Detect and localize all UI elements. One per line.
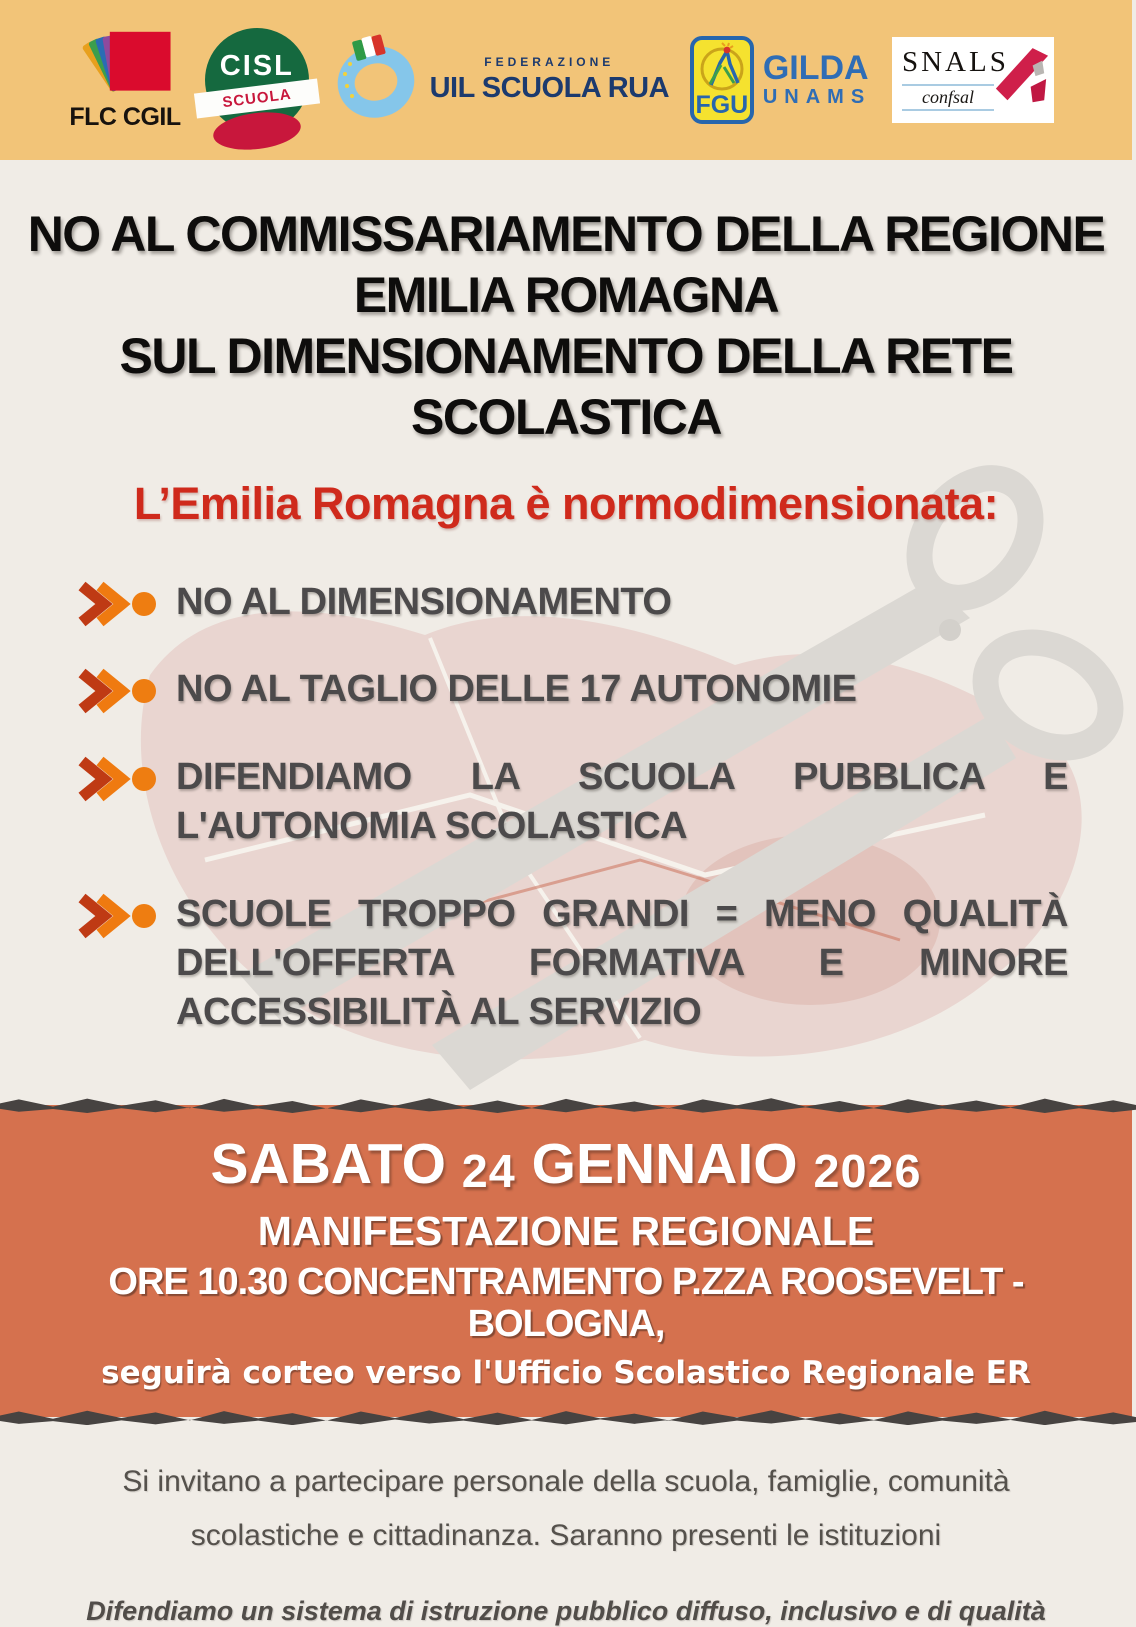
event-date-month: GENNAIO xyxy=(531,1132,798,1196)
event-date-year: 2026 xyxy=(813,1145,922,1197)
bullet-item xyxy=(76,665,1068,714)
main-content xyxy=(0,160,1132,1038)
title-line-1: NO AL COMMISSARIAMENTO DELLA REGIONE xyxy=(27,206,1105,262)
subtitle: L’Emilia Romagna è normodimensionata: xyxy=(133,478,999,529)
flc-cgil-logo xyxy=(66,28,184,132)
bullet-list xyxy=(24,578,1108,1038)
union-logo-banner xyxy=(0,0,1132,160)
flc-cgil-fan-icon xyxy=(66,28,184,102)
gilda-unams-text-block xyxy=(763,51,871,109)
bullet-text: NO AL DIMENSIONAMENTO xyxy=(176,581,672,623)
flc-cgil-label: FLC CGIL xyxy=(69,103,181,131)
bullet-item xyxy=(76,890,1068,1038)
title-line-4: SCOLASTICA xyxy=(411,389,721,445)
event-date-day: 24 xyxy=(461,1145,516,1197)
title-line-3: SUL DIMENSIONAMENTO DELLA RETE xyxy=(119,328,1013,384)
event-date xyxy=(20,1133,1112,1197)
cisl-label: CISL xyxy=(219,50,294,82)
uil-label: UIL SCUOLA RUA xyxy=(429,72,670,104)
title-line-2: EMILIA ROMAGNA xyxy=(353,267,779,323)
bullet-chevron-icon xyxy=(76,669,160,713)
event-march-info: seguirà corteo verso l'Ufficio Scolastico Regionale ER xyxy=(101,1354,1031,1391)
bullet-item xyxy=(76,578,1068,627)
event-banner xyxy=(0,1105,1132,1417)
main-section xyxy=(0,160,1132,1105)
bullet-text: SCUOLE TROPPO GRANDI = MENO QUALITÀ DELL'OFFERTA FORMATIVA E MINORE ACCESSIBILITÀ AL SERVIZIO xyxy=(176,892,1068,1034)
event-type: MANIFESTAZIONE REGIONALE xyxy=(257,1207,875,1254)
bullet-item xyxy=(76,753,1068,852)
gilda-label: GILDA xyxy=(762,49,869,88)
bullet-chevron-icon xyxy=(76,582,160,626)
footer xyxy=(0,1417,1132,1627)
unams-label: UNAMS xyxy=(762,85,872,108)
invite-text: Si invitano a partecipare personale della scuola, famiglie, comunità scolastiche e cittadinanza. Saranno presenti le istituzioni xyxy=(122,1465,1010,1552)
cisl-scuola-logo xyxy=(205,28,309,132)
uil-text-block xyxy=(430,55,670,105)
uil-scuola-rua-logo xyxy=(330,34,670,126)
snals-label: SNALS xyxy=(901,46,1009,78)
event-date-word1: SABATO xyxy=(210,1132,446,1196)
slogan-text: Difendiamo un sistema di istruzione pubblico diffuso, inclusivo e di qualità xyxy=(86,1595,1046,1626)
cisl-scuola-label: SCUOLA xyxy=(221,85,293,112)
event-meeting-info: ORE 10.30 CONCENTRAMENTO P.ZZA ROOSEVELT - BOLOGNA, xyxy=(108,1260,1024,1345)
bullet-text: NO AL TAGLIO DELLE 17 AUTONOMIE xyxy=(176,668,857,711)
fgu-acronym-label: FGU xyxy=(695,91,749,119)
fgu-bird-icon xyxy=(697,43,747,99)
bullet-text: DIFENDIAMO LA SCUOLA PUBBLICA E L'AUTONOMIA SCOLASTICA xyxy=(176,755,1068,848)
fgu-gilda-unams-logo xyxy=(690,36,871,124)
bullet-chevron-icon xyxy=(76,757,160,801)
uil-ring-icon xyxy=(330,34,422,126)
bullet-chevron-icon xyxy=(76,894,160,938)
snals-ribbon-icon xyxy=(992,43,1050,115)
snals-confsal-band xyxy=(902,84,994,111)
snals-confsal-logo xyxy=(892,37,1054,123)
fgu-shield-icon xyxy=(690,36,754,124)
uil-federazione-label: FEDERAZIONE xyxy=(484,55,615,69)
confsal-label: confsal xyxy=(921,87,974,107)
cisl-circle-icon xyxy=(205,28,309,132)
page-title xyxy=(24,204,1108,448)
